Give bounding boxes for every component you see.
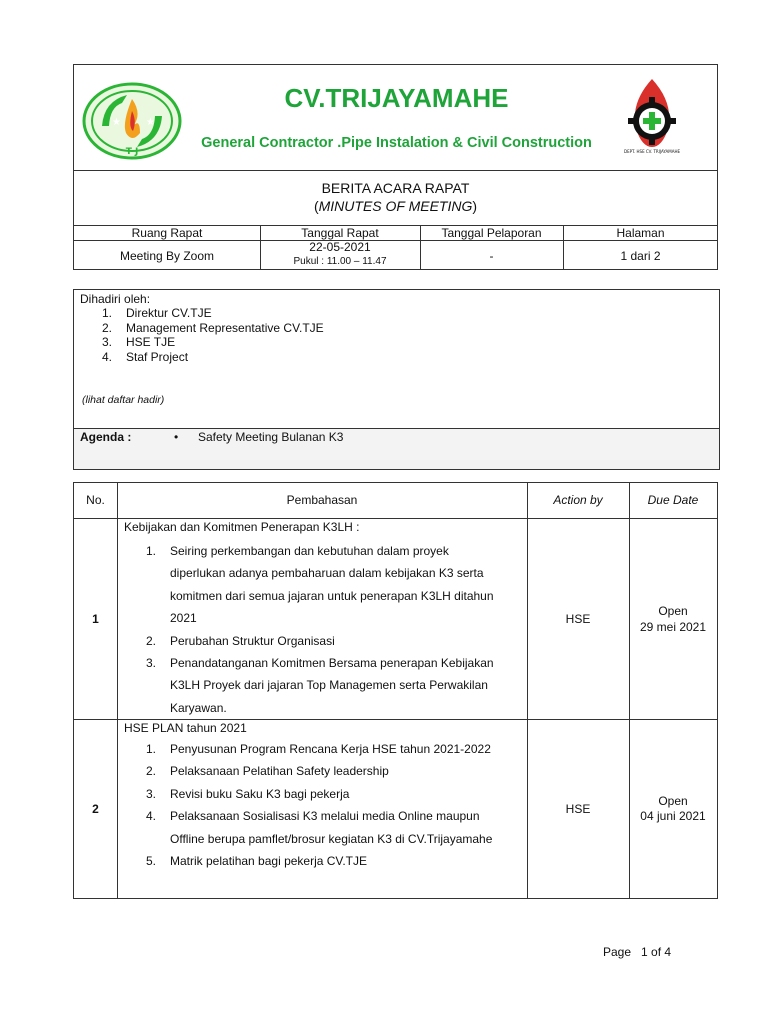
svg-text:★: ★ xyxy=(112,117,121,128)
row-items xyxy=(124,540,524,719)
document-subtitle: (MINUTES OF MEETING) xyxy=(313,198,478,214)
divider xyxy=(74,170,717,171)
status-text: Open xyxy=(658,604,688,618)
company-name: CV.TRIJAYAMAHE xyxy=(284,83,509,113)
agenda-row xyxy=(74,428,719,469)
attendees-title: Dihadiri oleh: xyxy=(80,292,151,306)
report-date: - xyxy=(489,249,494,263)
bullet-icon: • xyxy=(174,430,179,444)
column-divider xyxy=(527,483,528,898)
list-item: 4. Pelaksanaan Sosialisasi K3 melalui media Online maupun Offline berupa pamflet/brosur kegiatan K3 di CV.Trijayamahe xyxy=(146,809,493,846)
header-action-by: Action by xyxy=(553,493,603,507)
list-item: 1. Direktur CV.TJE xyxy=(102,306,212,320)
list-item: 2. Pelaksanaan Pelatihan Safety leadership xyxy=(146,764,389,779)
company-tagline: General Contractor .Pipe Instalation & Civil Construction xyxy=(201,135,592,151)
header-no: No. xyxy=(86,493,105,507)
hse-logo-text: DEPT. HSE CV. TRIJAYAMAHE xyxy=(624,149,680,154)
agenda-label: Agenda : xyxy=(80,430,132,444)
list-item: 4. Staf Project xyxy=(102,350,189,365)
due-date: 04 juni 2021 xyxy=(640,809,706,823)
meeting-room: Meeting By Zoom xyxy=(119,249,215,263)
row-number: 1 xyxy=(92,612,99,626)
action-by: HSE xyxy=(565,802,591,816)
document-title: BERITA ACARA RAPAT xyxy=(321,180,470,196)
header-report-date: Tanggal Pelaporan xyxy=(441,226,542,240)
page-label: Page xyxy=(603,945,632,959)
status-text: Open xyxy=(658,794,688,808)
header-page: Halaman xyxy=(616,226,665,240)
row-intro: HSE PLAN tahun 2021 xyxy=(124,721,247,735)
row-intro: Kebijakan dan Komitmen Penerapan K3LH : xyxy=(124,520,360,534)
row-divider xyxy=(74,518,717,519)
action-by: HSE xyxy=(565,612,591,626)
list-item: 2. Perubahan Struktur Organisasi xyxy=(146,633,335,648)
due-date: 29 mei 2021 xyxy=(639,620,707,634)
attendance-note: (lihat daftar hadir) xyxy=(82,394,165,406)
page-count: 1 dari 2 xyxy=(620,249,661,263)
list-item: 3. Revisi buku Saku K3 bagi pekerja xyxy=(146,786,350,801)
hse-dept-logo xyxy=(622,77,682,159)
discussion-table xyxy=(73,482,718,899)
header-due-date: Due Date xyxy=(647,493,699,507)
list-item: 2. Management Representative CV.TJE xyxy=(102,320,324,335)
header-room: Ruang Rapat xyxy=(131,226,203,240)
list-item: 5. Matrik pelatihan bagi pekerja CV.TJE xyxy=(146,854,367,869)
agenda-item: Safety Meeting Bulanan K3 xyxy=(198,430,344,444)
document-header xyxy=(73,64,718,270)
meeting-date: 22-05-2021 xyxy=(309,240,371,254)
column-divider xyxy=(117,483,118,898)
page-number: 1 of 4 xyxy=(641,945,672,959)
list-item: 3. HSE TJE xyxy=(102,335,176,350)
list-item: 3. Penandatanganan Komitmen Bersama penerapan Kebijakan K3LH Proyek dari jajaran Top Managemen serta Perwakilan Karyawan. xyxy=(146,656,494,715)
page-footer xyxy=(603,945,671,959)
row-number: 2 xyxy=(92,802,99,816)
meeting-time: Pukul : 11.00 – 11.47 xyxy=(293,256,387,267)
svg-text:★: ★ xyxy=(146,117,155,128)
header-discussion: Pembahasan xyxy=(286,493,358,507)
attendees-section xyxy=(73,289,720,470)
list-item: 1. Penyusunan Program Rencana Kerja HSE tahun 2021-2022 xyxy=(146,742,491,756)
row-items xyxy=(124,738,524,872)
list-item: 1. Seiring perkembangan dan kebutuhan dalam proyek diperlukan adanya pembaharuan dalam kebijakan K3 serta komitmen dari semua jajaran untuk penerapan K3LH ditahun 2021 xyxy=(146,544,494,626)
logo-left-text: T J xyxy=(125,147,139,157)
header-meeting-date: Tanggal Rapat xyxy=(301,226,379,240)
column-divider xyxy=(629,483,630,898)
attendees-list xyxy=(80,306,324,365)
